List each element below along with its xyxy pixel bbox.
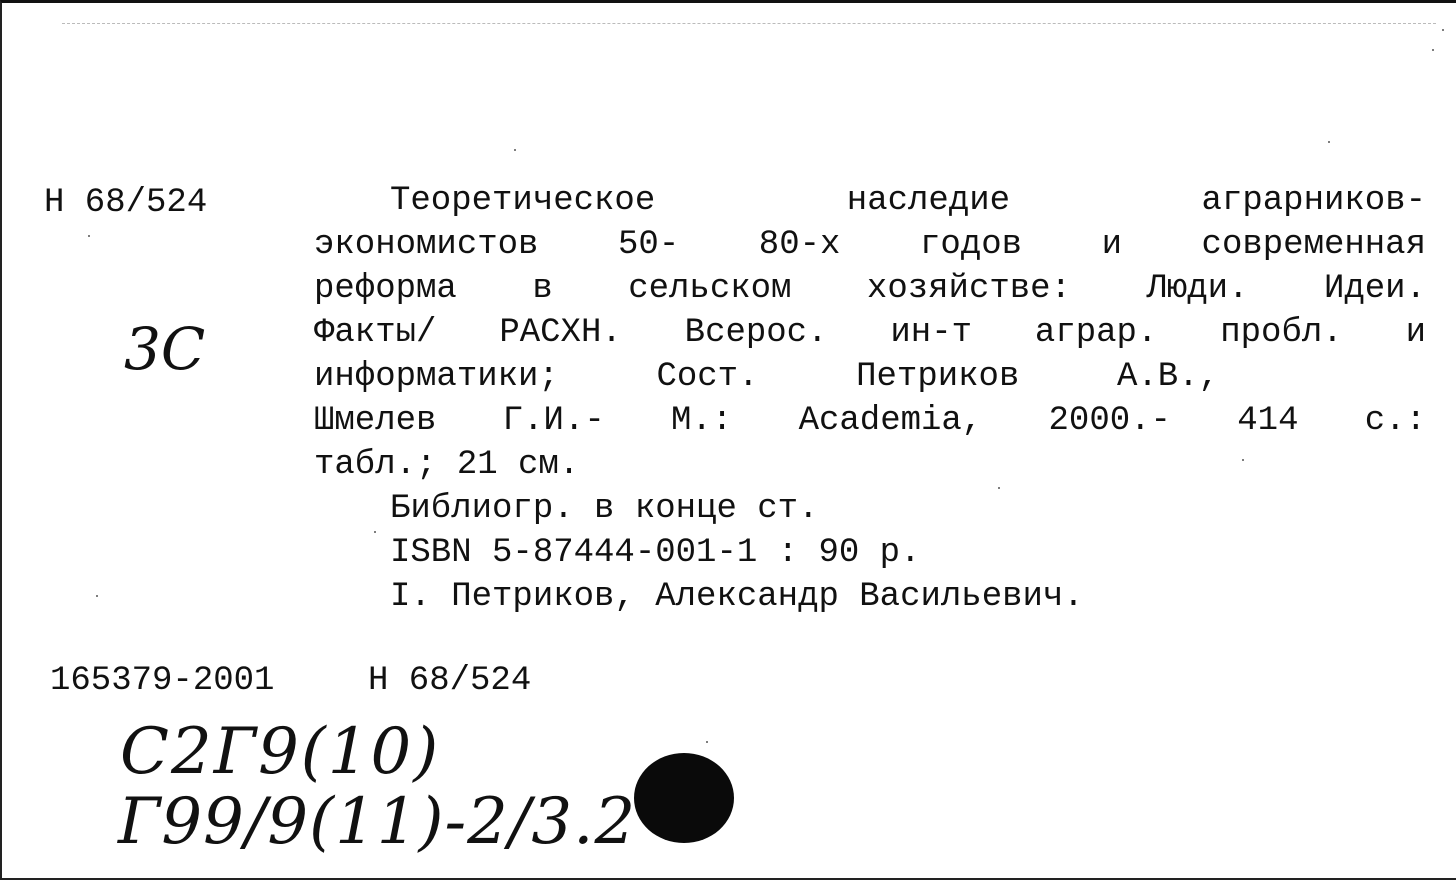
- note-bibliography: Библиогр. в конце ст.: [390, 490, 819, 528]
- top-rule: [62, 23, 1436, 24]
- handwritten-code: 3С: [124, 315, 206, 383]
- title-line-6: Шмелев Г.И.- М.: Academia, 2000.- 414 с.:: [314, 402, 1426, 440]
- speck: [1432, 49, 1434, 51]
- note-author-entry: I. Петриков, Александр Васильевич.: [390, 578, 1084, 616]
- accession-number: 165379-2001: [50, 662, 275, 700]
- shelf-mark: Н 68/524: [44, 184, 208, 222]
- punch-hole: [634, 753, 734, 843]
- speck: [998, 487, 1000, 489]
- title-line-4: Факты/ РАСХН. Всерос. ин-т аграр. пробл. и: [314, 314, 1426, 352]
- speck: [88, 235, 90, 237]
- speck: [1242, 459, 1244, 461]
- handwritten-class-line-1: С2Г9(10): [120, 715, 441, 789]
- note-isbn: ISBN 5-87444-001-1 : 90 р.: [390, 534, 921, 572]
- accession-shelf-mark: Н 68/524: [368, 662, 532, 700]
- speck: [1328, 141, 1330, 143]
- title-line-1: Теоретическое наследие аграрников-: [390, 182, 1426, 220]
- title-line-3: реформа в сельском хозяйстве: Люди. Идеи.: [314, 270, 1426, 308]
- title-line-7: табл.; 21 см.: [314, 446, 580, 484]
- title-line-5: информатики; Сост. Петриков А.В.,: [314, 358, 1219, 396]
- speck: [374, 531, 376, 533]
- handwritten-class-line-2: Г99/9(11)-2/3.2: [118, 785, 637, 859]
- title-line-2: экономистов 50- 80-х годов и современная: [314, 226, 1426, 264]
- speck: [1442, 29, 1444, 31]
- speck: [96, 595, 98, 597]
- speck: [514, 149, 516, 151]
- speck: [706, 741, 708, 743]
